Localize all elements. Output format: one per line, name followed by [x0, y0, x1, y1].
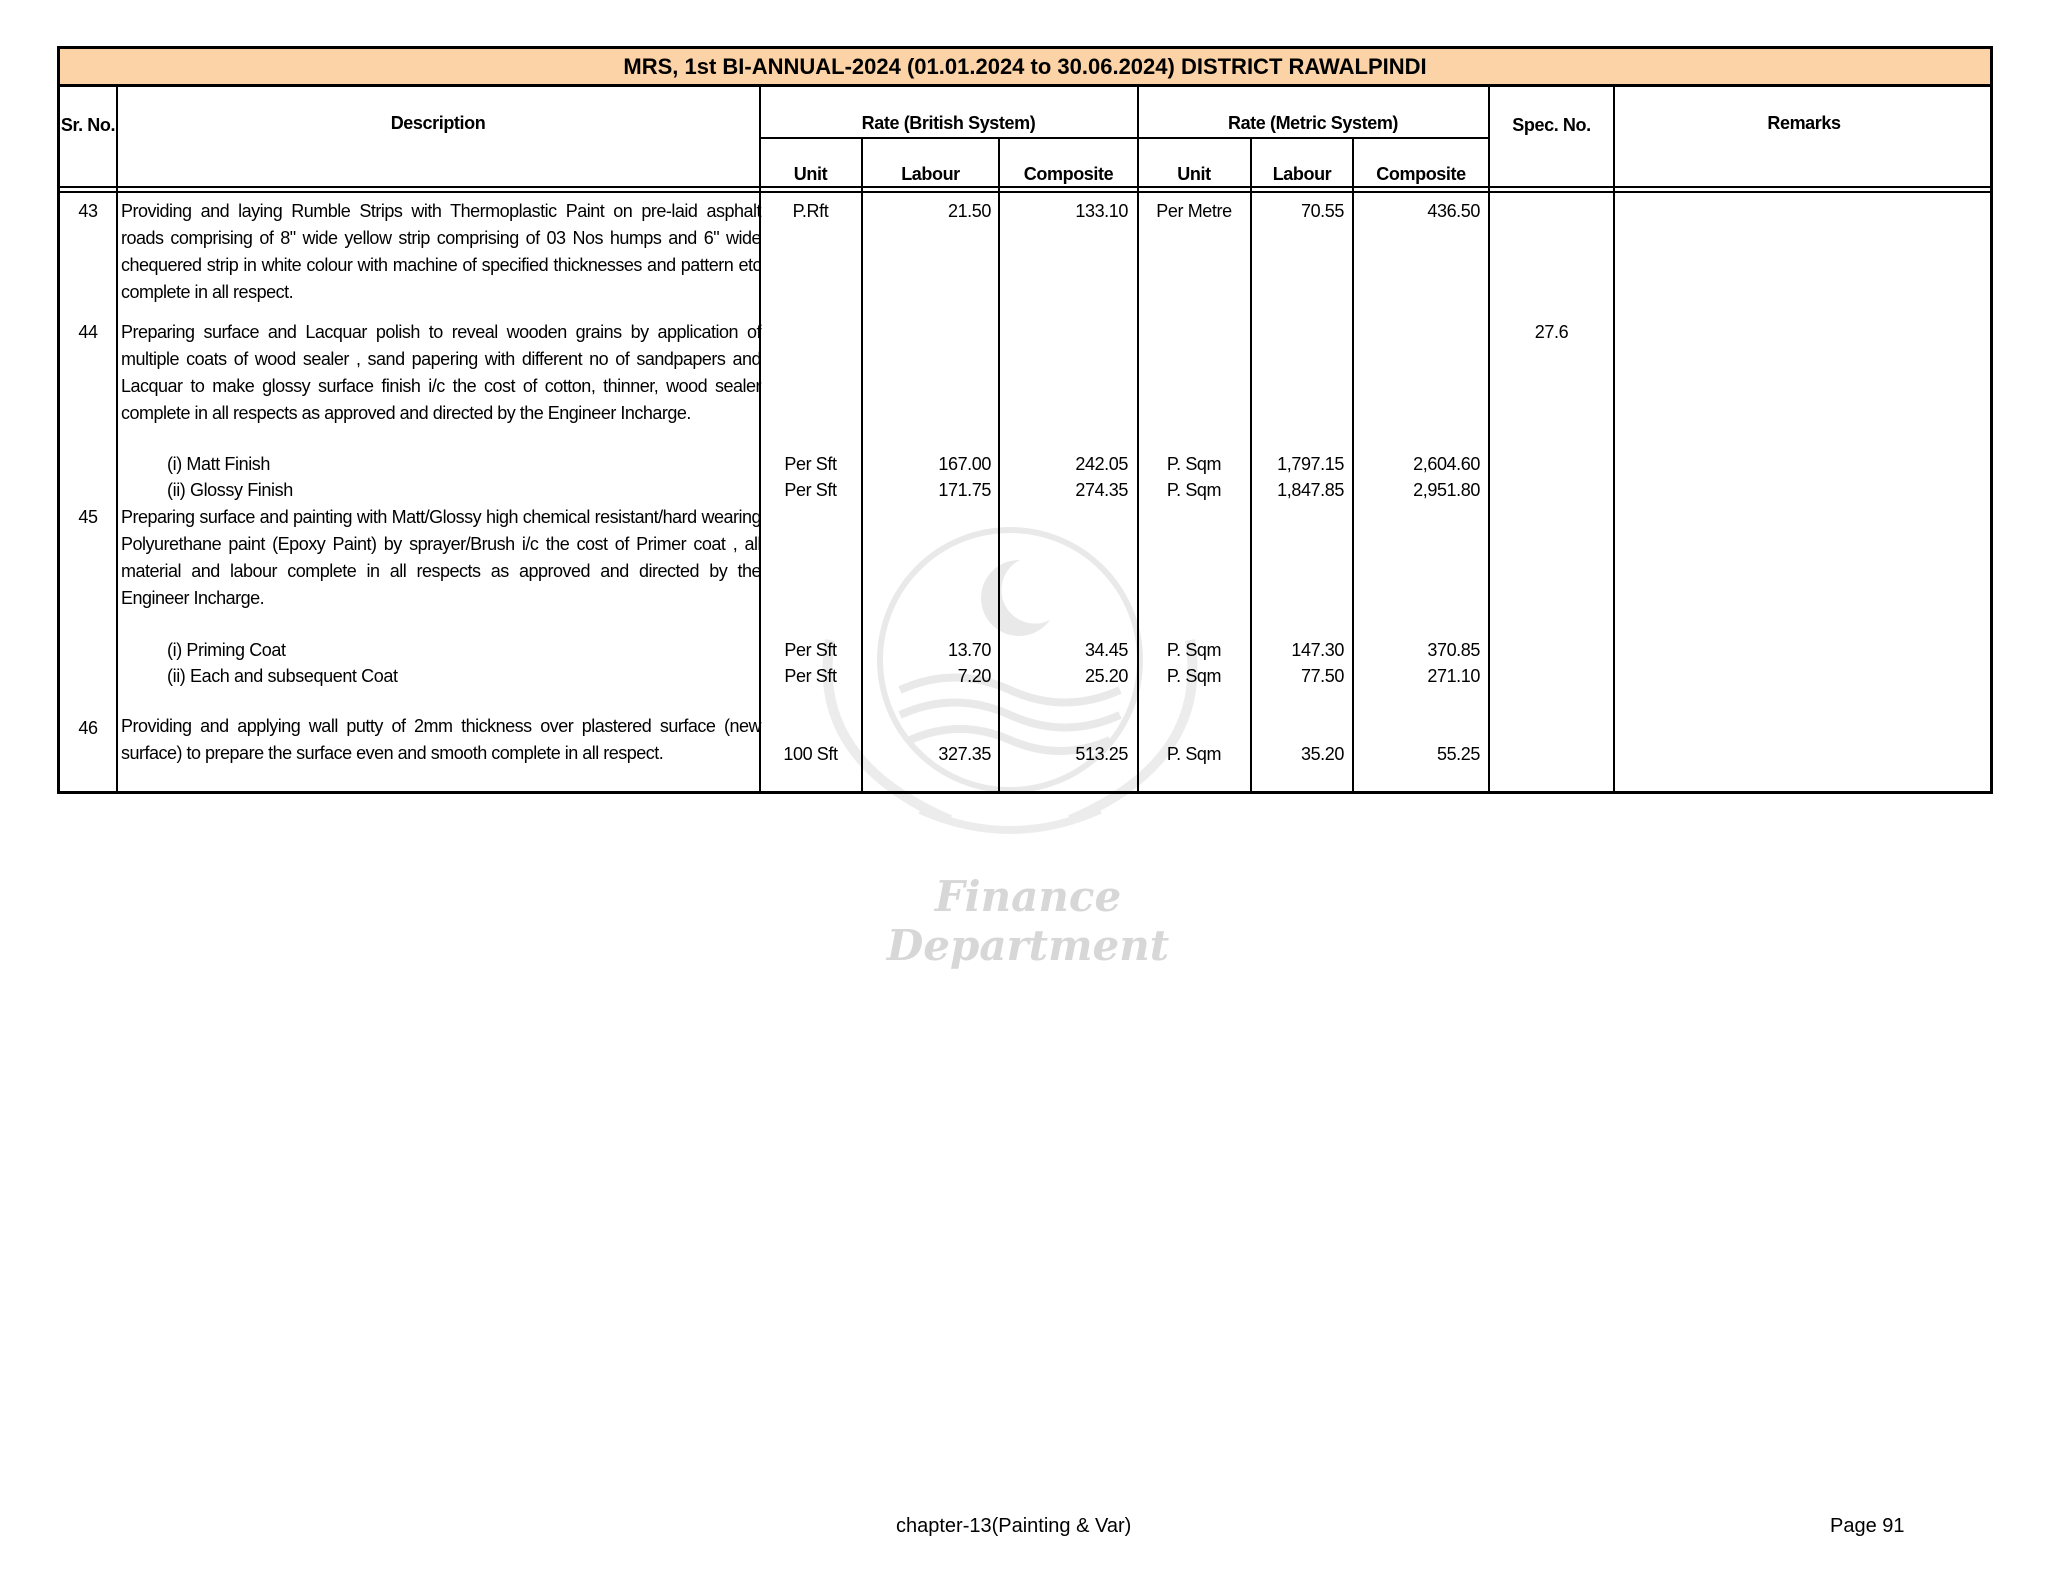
composite-metric: 271.10: [1427, 666, 1480, 686]
composite-british: 274.35: [1075, 480, 1128, 500]
sub-item-label: (ii) Glossy Finish: [167, 480, 293, 500]
header-labour-british: Labour: [901, 164, 960, 184]
col-divider: [1613, 87, 1615, 794]
rate-table: [57, 46, 1993, 794]
footer-chapter: chapter-13(Painting & Var): [896, 1515, 1132, 1537]
header-rate-british: Rate (British System): [861, 113, 1036, 133]
header-unit-metric: Unit: [1177, 164, 1211, 184]
sr-no: 43: [78, 201, 98, 221]
finance-department-watermark: Finance Department: [886, 872, 1170, 970]
sub-item-label: (i) Priming Coat: [167, 640, 286, 660]
header-sr-no: Sr. No.: [60, 115, 116, 135]
labour-british: 171.75: [938, 480, 991, 500]
labour-british: 21.50: [947, 201, 991, 221]
header-spec-no: Spec. No.: [1512, 115, 1591, 135]
composite-metric: 55.25: [1436, 744, 1480, 764]
header-description: Description: [390, 113, 486, 133]
unit-british: P.Rft: [792, 201, 829, 221]
composite-metric: 370.85: [1427, 640, 1480, 660]
col-divider: [1488, 87, 1490, 794]
labour-metric: 70.55: [1300, 201, 1344, 221]
header-unit-british: Unit: [793, 164, 828, 184]
labour-metric: 77.50: [1300, 666, 1344, 686]
composite-british: 133.10: [1075, 201, 1128, 221]
labour-british: 327.35: [938, 744, 991, 764]
sr-no: 45: [78, 507, 98, 527]
header-rate-metric: Rate (Metric System): [1227, 113, 1399, 133]
header-composite-british: Composite: [1023, 164, 1114, 184]
sub-item-label: (i) Matt Finish: [167, 454, 271, 474]
header-composite-metric: Composite: [1376, 164, 1466, 184]
item-description: Providing and laying Rumble Strips with Thermoplastic Paint on pre-laid asphalt roads comprising of 8" wide yellow strip comprising of 03 Nos humps and 6" wide chequered strip in white colour with machine of specified thicknesses and pattern etc complete in all respect.: [121, 201, 761, 302]
col-divider: [116, 87, 118, 794]
unit-british: Per Sft: [784, 640, 837, 660]
unit-british: Per Sft: [784, 666, 837, 686]
composite-british: 25.20: [1084, 666, 1128, 686]
sr-no: 46: [78, 718, 98, 738]
header-divider: [60, 191, 1993, 193]
unit-british: 100 Sft: [783, 744, 838, 764]
composite-british: 513.25: [1075, 744, 1128, 764]
labour-british: 167.00: [938, 454, 991, 474]
labour-metric: 35.20: [1300, 744, 1344, 764]
item-description: Preparing surface and painting with Matt/Glossy high chemical resistant/hard wearing Polyurethane paint (Epoxy Paint) by sprayer/Brush i/c the cost of Primer coat , all material and labour complete in all respects as approved and directed by the Engineer Incharge.: [121, 507, 761, 608]
composite-british: 242.05: [1075, 454, 1128, 474]
spec-no: 27.6: [1534, 322, 1569, 342]
labour-metric: 1,797.15: [1277, 454, 1344, 474]
composite-metric: 2,951.80: [1413, 480, 1480, 500]
header-divider: [60, 186, 1993, 188]
labour-metric: 147.30: [1291, 640, 1344, 660]
labour-british: 7.20: [957, 666, 991, 686]
composite-metric: 2,604.60: [1413, 454, 1480, 474]
footer-page-number: Page 91: [1830, 1515, 1905, 1537]
header-remarks: Remarks: [1767, 113, 1841, 133]
unit-metric: P. Sqm: [1166, 454, 1222, 474]
unit-metric: P. Sqm: [1166, 640, 1222, 660]
subheader-divider: [759, 137, 1490, 139]
unit-british: Per Sft: [784, 480, 837, 500]
table-title: MRS, 1st BI-ANNUAL-2024 (01.01.2024 to 30.06.2024) DISTRICT RAWALPINDI: [60, 49, 1990, 87]
sr-no: 44: [78, 322, 98, 342]
labour-british: 13.70: [947, 640, 991, 660]
composite-british: 34.45: [1084, 640, 1128, 660]
header-labour-metric: Labour: [1272, 164, 1332, 184]
unit-british: Per Sft: [784, 454, 837, 474]
unit-metric: P. Sqm: [1166, 480, 1222, 500]
unit-metric: Per Metre: [1156, 201, 1232, 221]
labour-metric: 1,847.85: [1277, 480, 1344, 500]
sub-item-label: (ii) Each and subsequent Coat: [167, 666, 398, 686]
composite-metric: 436.50: [1427, 201, 1480, 221]
unit-metric: P. Sqm: [1166, 666, 1222, 686]
item-description: Preparing surface and Lacquar polish to reveal wooden grains by application of multiple coats of wood sealer , sand papering with different no of sandpapers and Lacquar to make glossy surface finish i/c the cost of cotton, thinner, wood sealer complete in all respects as approved and directed by the Engineer Incharge.: [121, 322, 761, 423]
item-description: Providing and applying wall putty of 2mm thickness over plastered surface (new surface) to prepare the surface even and smooth complete in all respect.: [121, 716, 761, 763]
unit-metric: P. Sqm: [1166, 744, 1222, 764]
